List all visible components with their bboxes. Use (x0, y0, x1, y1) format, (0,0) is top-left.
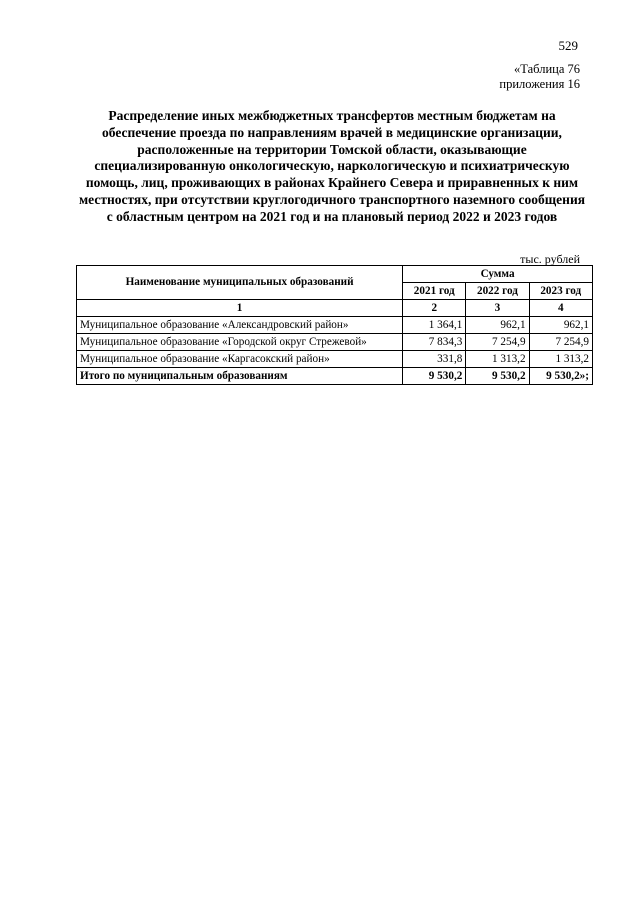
column-number: 2 (403, 300, 466, 317)
table-row (77, 317, 593, 334)
row-value-2023: 7 254,9 (529, 334, 592, 351)
document-title: Распределение иных межбюджетных трансфертов местным бюджетам на обеспечение проезда по направлениям врачей в медицинские организации, расположенные на территории Томской области, оказывающие специализированную онкологическую, наркологическую и психиатрическую помощь, лиц, проживающих в районах Крайнего Севера и приравненных к ним местностях, при отсутствии круглогодичного транспортного наземного сообщения с областным центром на 2021 год и на плановый период 2022 и 2023 годов (78, 108, 586, 224)
page-number: 529 (558, 38, 578, 53)
total-value-2021: 9 530,2 (403, 368, 466, 385)
table-row (77, 351, 593, 368)
header-year-2022: 2022 год (466, 283, 529, 300)
column-number: 1 (77, 300, 403, 317)
row-value-2022: 962,1 (466, 317, 529, 334)
header-year-2023: 2023 год (529, 283, 592, 300)
header-name: Наименование муниципальных образований (77, 266, 403, 300)
total-row (77, 368, 593, 385)
table-reference-line2: приложения 16 (499, 77, 580, 91)
row-value-2023: 962,1 (529, 317, 592, 334)
column-number: 4 (529, 300, 592, 317)
row-name: Муниципальное образование «Каргасокский район» (77, 351, 403, 368)
units-label: тыс. рублей (520, 252, 580, 266)
row-value-2021: 7 834,3 (403, 334, 466, 351)
total-name: Итого по муниципальным образованиям (77, 368, 403, 385)
table-header-row (77, 266, 593, 283)
row-name: Муниципальное образование «Александровский район» (77, 317, 403, 334)
header-sum: Сумма (403, 266, 593, 283)
total-value-2023: 9 530,2»; (529, 368, 592, 385)
row-value-2021: 1 364,1 (403, 317, 466, 334)
total-value-2022: 9 530,2 (466, 368, 529, 385)
row-name: Муниципальное образование «Городской округ Стрежевой» (77, 334, 403, 351)
column-numbers-row (77, 300, 593, 317)
column-number: 3 (466, 300, 529, 317)
table-reference-line1: «Таблица 76 (514, 62, 580, 76)
row-value-2022: 1 313,2 (466, 351, 529, 368)
row-value-2022: 7 254,9 (466, 334, 529, 351)
row-value-2023: 1 313,2 (529, 351, 592, 368)
transfers-table (76, 265, 593, 385)
header-year-2021: 2021 год (403, 283, 466, 300)
row-value-2021: 331,8 (403, 351, 466, 368)
table-row (77, 334, 593, 351)
table-reference (499, 62, 580, 92)
